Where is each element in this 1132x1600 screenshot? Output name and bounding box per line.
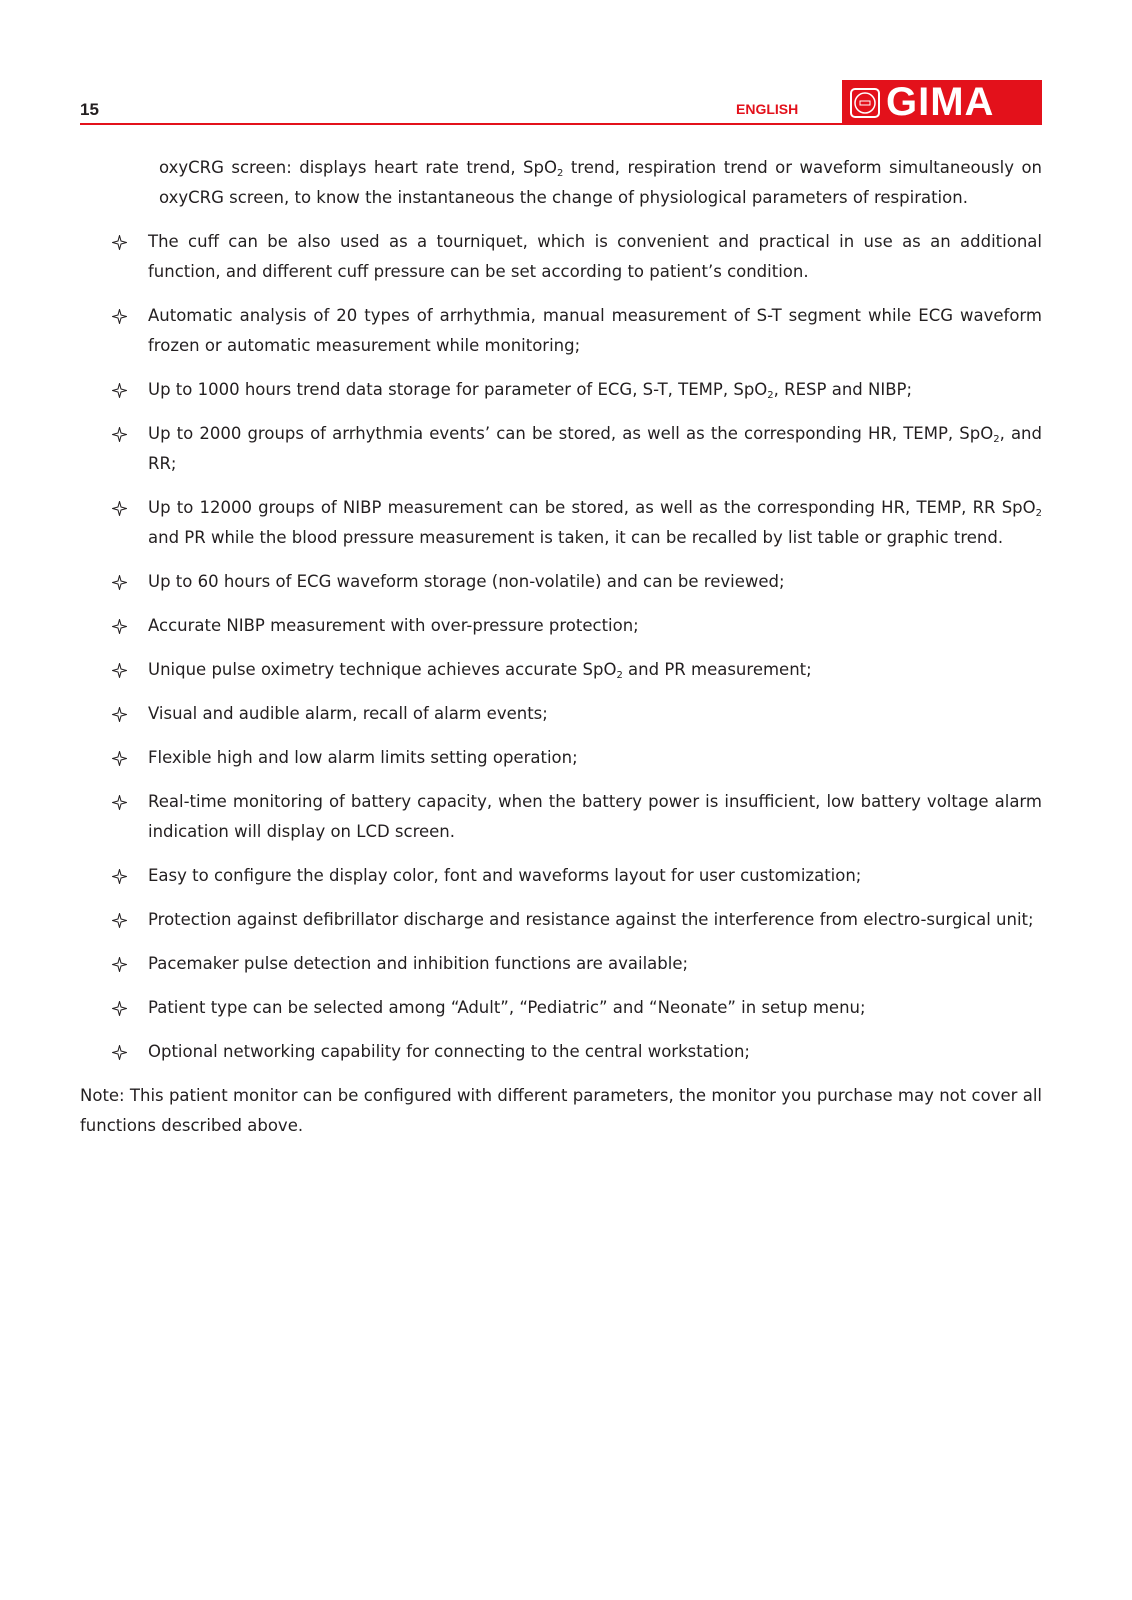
star-bullet-icon (112, 1045, 127, 1060)
text-segment: Protection against defibrillator discharge and resistance against the interference from electro-surgical unit; (148, 910, 1034, 929)
list-item (80, 655, 1042, 685)
list-item (80, 611, 1042, 641)
text-segment: , and RR; (148, 424, 1042, 473)
text-segment: Easy to configure the display color, font and waveforms layout for user customization; (148, 866, 862, 885)
list-item (80, 743, 1042, 773)
list-item (80, 905, 1042, 935)
star-bullet-icon (112, 795, 127, 810)
document-body (80, 153, 1042, 1158)
star-bullet-icon (112, 913, 127, 928)
star-bullet-icon (112, 663, 127, 678)
text-segment: Visual and audible alarm, recall of alarm events; (148, 704, 548, 723)
logo-wordmark: GIMA (886, 80, 995, 124)
list-item (80, 787, 1042, 847)
text-segment: Patient type can be selected among “Adult”, “Pediatric” and “Neonate” in setup menu; (148, 998, 866, 1017)
list-item (80, 861, 1042, 891)
text-segment: oxyCRG screen: displays heart rate trend, SpO (159, 158, 557, 177)
text-segment: Up to 2000 groups of arrhythmia events’ can be stored, as well as the corresponding HR, TEMP, SpO (148, 424, 994, 443)
note-paragraph: Note: This patient monitor can be configured with different parameters, the monitor you purchase may not cover all functions described above. (80, 1086, 1042, 1135)
list-item (80, 375, 1042, 405)
list-item (80, 993, 1042, 1023)
star-bullet-icon (112, 383, 127, 398)
list-item (80, 1037, 1042, 1067)
text-segment: Pacemaker pulse detection and inhibition functions are available; (148, 954, 689, 973)
subscript-text: 2 (767, 390, 774, 401)
continuation-paragraph (159, 153, 1042, 213)
text-segment: Optional networking capability for connecting to the central workstation; (148, 1042, 750, 1061)
star-bullet-icon (112, 751, 127, 766)
text-segment: Automatic analysis of 20 types of arrhythmia, manual measurement of S-T segment while ECG waveform frozen or automatic measurement while monitoring; (148, 306, 1042, 355)
page-number: 15 (80, 100, 99, 119)
star-bullet-icon (112, 707, 127, 722)
list-item (80, 567, 1042, 597)
gima-logo (842, 80, 1042, 125)
text-segment: Flexible high and low alarm limits setting operation; (148, 748, 578, 767)
text-segment: Up to 1000 hours trend data storage for parameter of ECG, S-T, TEMP, SpO (148, 380, 768, 399)
language-label: ENGLISH (736, 101, 799, 117)
text-segment: The cuff can be also used as a tourniquet, which is convenient and practical in use as an additional function, and different cuff pressure can be set according to patient’s condition. (148, 232, 1042, 281)
subscript-text: 2 (1035, 508, 1042, 519)
subscript-text: 2 (556, 168, 564, 179)
feature-list (80, 227, 1042, 1067)
text-segment: , RESP and NIBP; (773, 380, 913, 399)
text-segment: Unique pulse oximetry technique achieves accurate SpO (148, 660, 617, 679)
subscript-text: 2 (616, 670, 623, 681)
text-segment: trend, respiration trend or waveform simultaneously on oxyCRG screen, to know the instantaneous the change of physiological parameters of respiration. (159, 158, 1043, 207)
list-item (80, 301, 1042, 361)
star-bullet-icon (112, 235, 127, 250)
list-item (80, 493, 1042, 553)
list-item (80, 227, 1042, 287)
text-segment: Up to 12000 groups of NIBP measurement can be stored, as well as the corresponding HR, TEMP, RR SpO (148, 498, 1036, 517)
star-bullet-icon (112, 1001, 127, 1016)
star-bullet-icon (112, 575, 127, 590)
text-segment: and PR measurement; (622, 660, 812, 679)
list-item (80, 699, 1042, 729)
list-item (80, 949, 1042, 979)
gima-emblem-icon (850, 88, 880, 118)
star-bullet-icon (112, 427, 127, 442)
star-bullet-icon (112, 309, 127, 324)
star-bullet-icon (112, 869, 127, 884)
star-bullet-icon (112, 957, 127, 972)
text-segment: Up to 60 hours of ECG waveform storage (non-volatile) and can be reviewed; (148, 572, 785, 591)
star-bullet-icon (112, 501, 127, 516)
text-segment: Accurate NIBP measurement with over-pressure protection; (148, 616, 639, 635)
subscript-text: 2 (993, 434, 1000, 445)
text-segment: and PR while the blood pressure measurement is taken, it can be recalled by list table or graphic trend. (148, 528, 1004, 547)
star-bullet-icon (112, 619, 127, 634)
list-item (80, 419, 1042, 479)
text-segment: Real-time monitoring of battery capacity, when the battery power is insufficient, low battery voltage alarm indication will display on LCD screen. (148, 792, 1042, 841)
